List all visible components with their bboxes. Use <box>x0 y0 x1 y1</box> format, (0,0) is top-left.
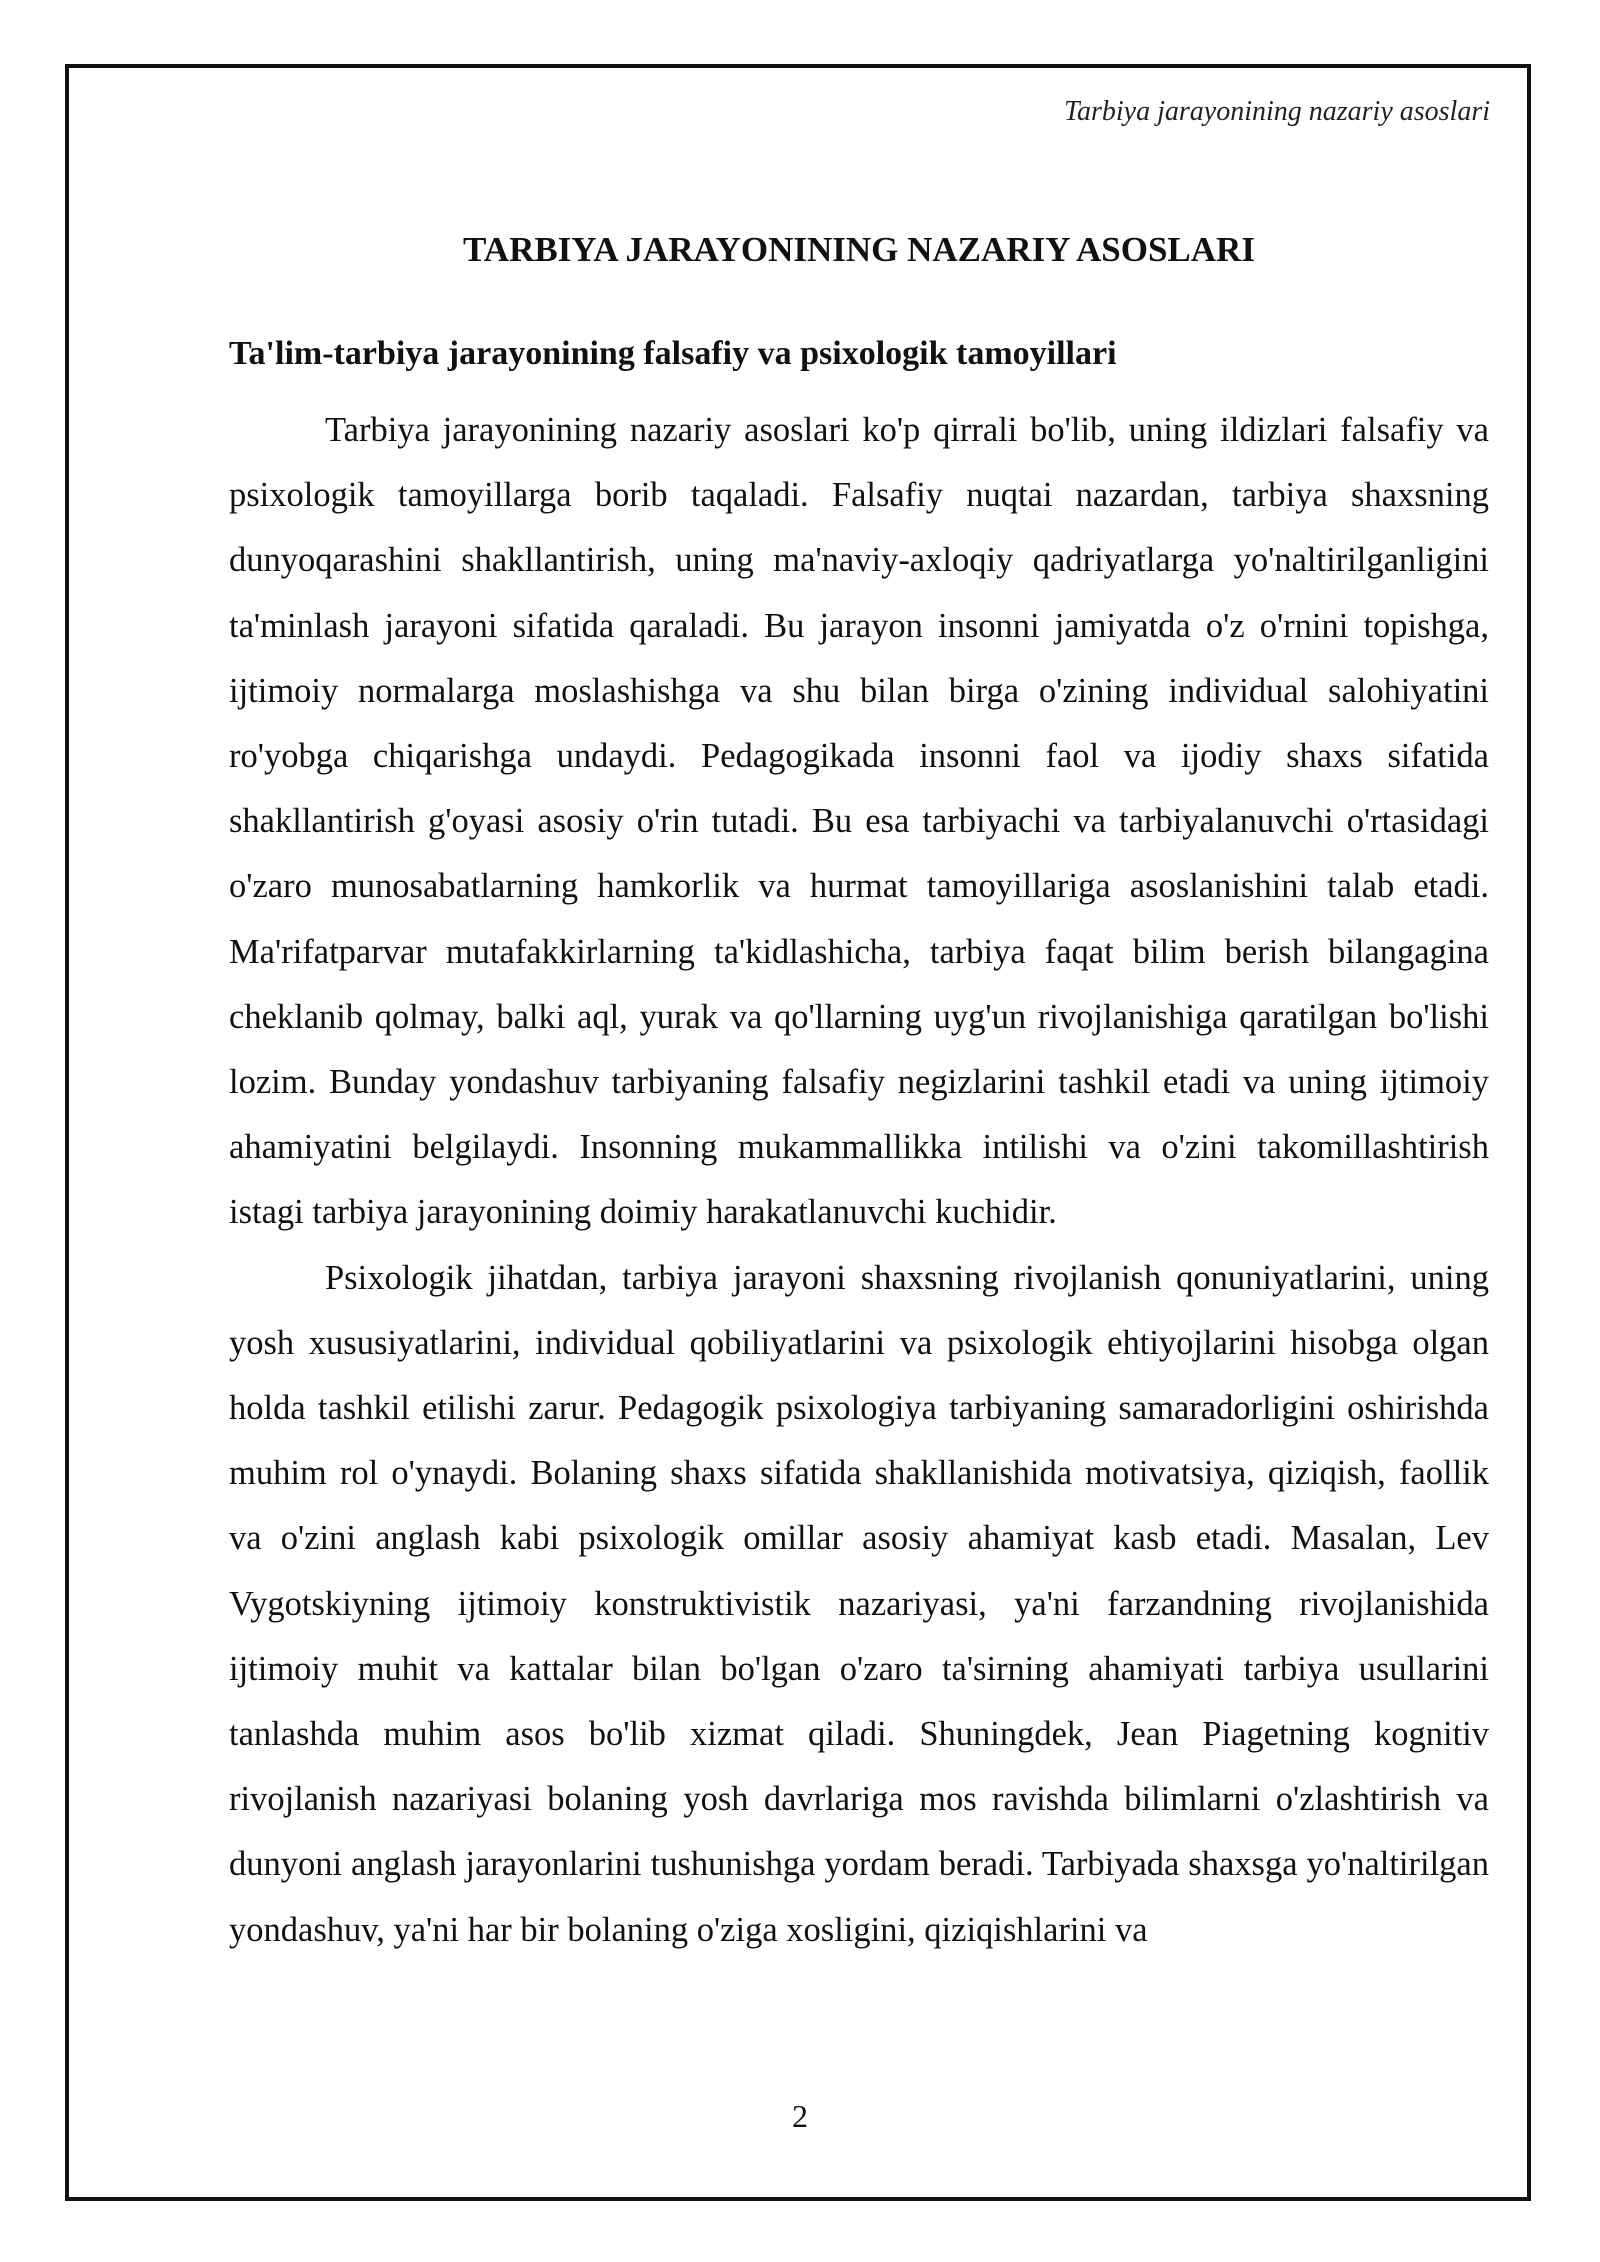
section-heading: Ta'lim-tarbiya jarayonining falsafiy va psixologik tamoyillari <box>229 335 1117 372</box>
document-body <box>229 210 1489 1963</box>
page-number: 2 <box>792 2098 808 2134</box>
paragraph-1: Tarbiya jarayonining nazariy asoslari ko'p qirrali bo'lib, uning ildizlari falsafiy va psixologik tamoyillarga borib taqaladi. Falsafiy nuqtai nazardan, tarbiya shaxsning dunyoqarashini shakllantirish, uning ma'naviy-axloqiy qadriyatlarga yo'naltirilganligini ta'minlash jarayoni sifatida qaraladi. Bu jarayon insonni jamiyatda o'z o'rnini topishga, ijtimoiy normalarga moslashishga va shu bilan birga o'zining individual salohiyatini ro'yobga chiqarishga undaydi. Pedagogikada insonni faol va ijodiy shaxs sifatida shakllantirish g'oyasi asosiy o'rin tutadi. Bu esa tarbiyachi va tarbiyalanuvchi o'rtasidagi o'zaro munosabatlarning hamkorlik va hurmat tamoyillariga asoslanishini talab etadi. Ma'rifatparvar mutafakkirlarning ta'kidlashicha, tarbiya faqat bilim berish bilangagina cheklanib qolmay, balki aql, yurak va qo'llarning uyg'un rivojlanishiga qaratilgan bo'lishi lozim. Bunday yondashuv tarbiyaning falsafiy negizlarini tashkil etadi va uning ijtimoiy ahamiyatini belgilaydi. Insonning mukammallikka intilishi va o'zini takomillashtirish istagi tarbiya jarayonining doimiy harakatlanuvchi kuchidir. <box>229 411 1489 1232</box>
document-title: TARBIYA JARAYONINING NAZARIY ASOSLARI <box>463 230 1255 269</box>
paragraph-2: Psixologik jihatdan, tarbiya jarayoni shaxsning rivojlanish qonuniyatlarini, uning yosh xususiyatlarini, individual qobiliyatlarini va psixologik ehtiyojlarini hisobga olgan holda tashkil etilishi zarur. Pedagogik psixologiya tarbiyaning samaradorligini oshirishda muhim rol o'ynaydi. Bolaning shaxs sifatida shakllanishida motivatsiya, qiziqish, faollik va o'zini anglash kabi psixologik omillar asosiy ahamiyat kasb etadi. Masalan, Lev Vygotskiyning ijtimoiy konstruktivistik nazariyasi, ya'ni farzandning rivojlanishida ijtimoiy muhit va kattalar bilan bo'lgan o'zaro ta'sirning ahamiyati tarbiya usullarini tanlashda muhim asos bo'lib xizmat qiladi. Shuningdek, Jean Piagetning kognitiv rivojlanish nazariyasi bolaning yosh davrlariga mos ravishda bilimlarni o'zlashtirish va dunyoni anglash jarayonlarini tushunishga yordam beradi. Tarbiyada shaxsga yo'naltirilgan yondashuv, ya'ni har bir bolaning o'ziga xosligini, qiziqishlarini va <box>229 1258 1489 1949</box>
running-header: Tarbiya jarayonining nazariy asoslari <box>1063 96 1490 127</box>
